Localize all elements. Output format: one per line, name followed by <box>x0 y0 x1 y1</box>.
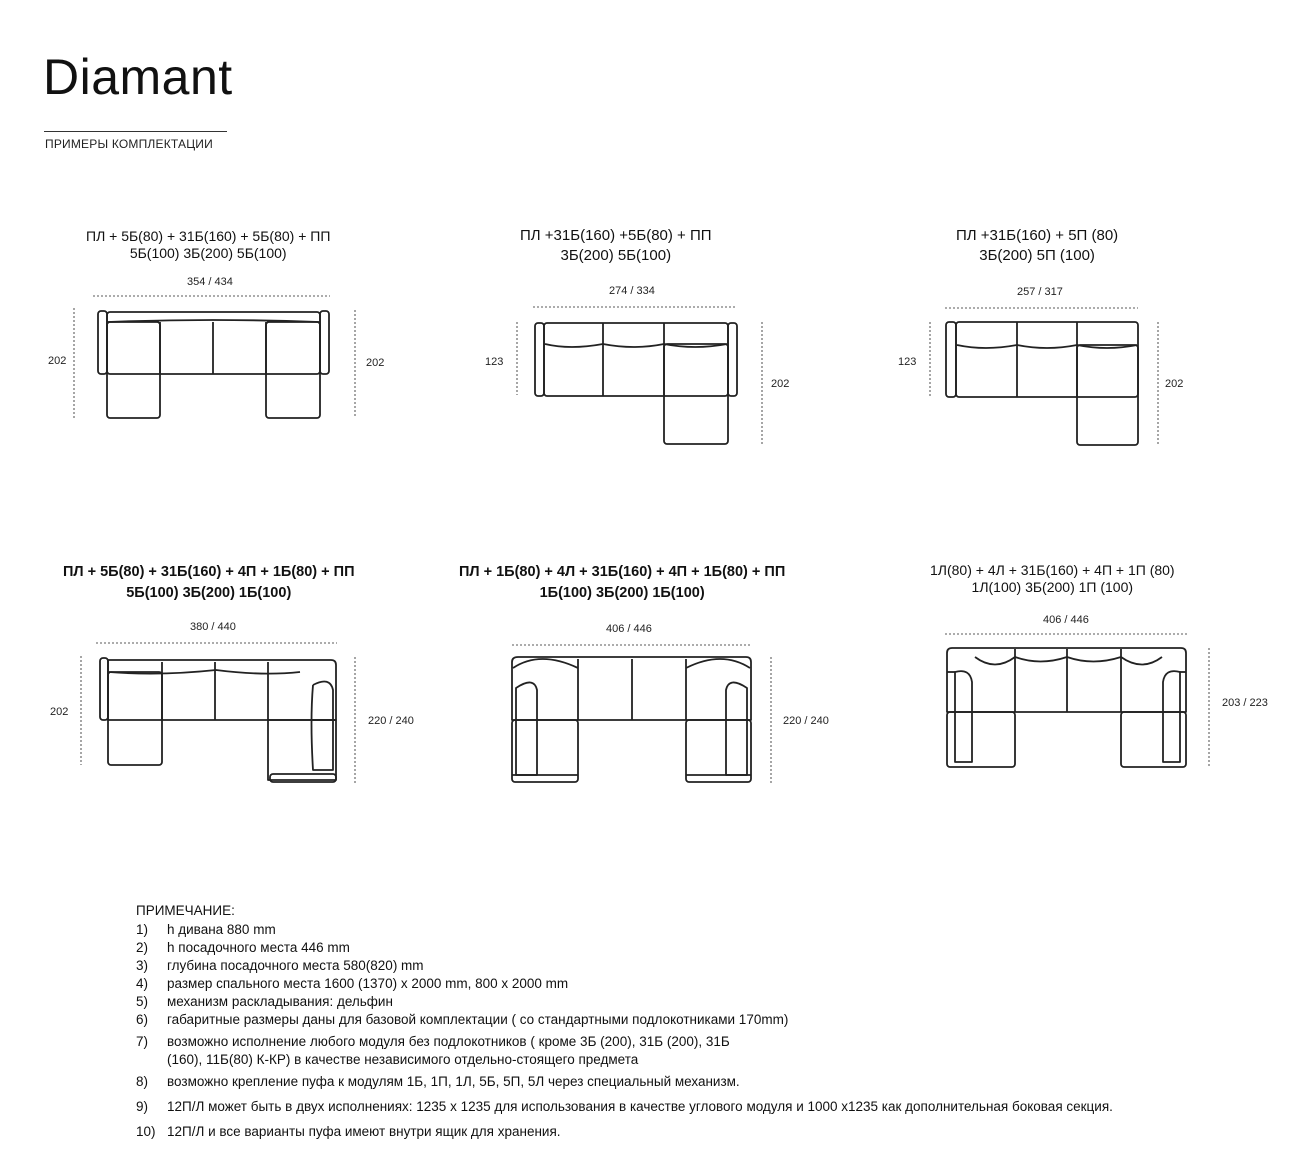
config-4-diagram <box>81 643 355 783</box>
note-item <box>136 1033 1113 1051</box>
note-number: 8) <box>136 1074 149 1089</box>
notes-heading: ПРИМЕЧАНИЕ: <box>136 903 235 918</box>
note-number: 9) <box>136 1099 149 1114</box>
section-subtitle: ПРИМЕРЫ КОМПЛЕКТАЦИИ <box>45 137 213 151</box>
note-item <box>136 1123 1113 1141</box>
note-number: 5) <box>136 994 149 1009</box>
note-item <box>136 975 1113 993</box>
page-title: Diamant <box>43 49 233 105</box>
config-1-depth-right: 202 <box>366 357 385 369</box>
config-2-diagram <box>517 307 762 444</box>
config-4-depth-right: 220 / 240 <box>368 715 414 727</box>
config-5-width-dim: 406 / 446 <box>606 623 652 635</box>
config-4-modules: ПЛ + 5Б(80) + 31Б(160) + 4П + 1Б(80) + ПП <box>63 564 355 580</box>
config-3-depth-left: 123 <box>898 356 917 368</box>
note-item <box>136 1051 1113 1069</box>
note-text: возможно крепление пуфа к модулям 1Б, 1П, 1Л, 5Б, 5П, 5Л через специальный механизм. <box>167 1074 740 1089</box>
config-4-depth-left: 202 <box>50 706 69 718</box>
note-number: 3) <box>136 958 149 973</box>
config-2-depth-left: 123 <box>485 356 504 368</box>
config-3-depth-right: 202 <box>1165 378 1184 390</box>
note-item <box>136 957 1113 975</box>
note-text: h посадочного места 446 mm <box>167 940 350 955</box>
note-item <box>136 1011 1113 1029</box>
config-3-modules: ПЛ +31Б(160) + 5П (80) <box>956 227 1119 244</box>
note-number: 10) <box>136 1124 156 1139</box>
notes-block <box>136 902 1113 1141</box>
config-5-depth-right: 220 / 240 <box>783 715 829 727</box>
config-2-modules: ПЛ +31Б(160) +5Б(80) + ПП <box>520 227 712 244</box>
note-number: 4) <box>136 976 149 991</box>
note-text: возможно исполнение любого модуля без подлокотников ( кроме 3Б (200), 31Б (200), 31Б <box>167 1034 730 1049</box>
note-number: 7) <box>136 1034 149 1049</box>
config-2-sizes: 3Б(200) 5Б(100) <box>560 247 672 264</box>
config-6-width-dim: 406 / 446 <box>1043 614 1089 626</box>
note-item <box>136 993 1113 1011</box>
config-6-sizes: 1Л(100) 3Б(200) 1П (100) <box>971 579 1134 595</box>
config-1-sizes: 5Б(100) 3Б(200) 5Б(100) <box>129 245 287 261</box>
config-6-modules: 1Л(80) + 4Л + 31Б(160) + 4П + 1П (80) <box>930 562 1175 578</box>
config-5-modules: ПЛ + 1Б(80) + 4Л + 31Б(160) + 4П + 1Б(80) + ПП <box>459 564 786 580</box>
config-2-depth-right: 202 <box>771 378 790 390</box>
config-6-diagram <box>945 634 1209 768</box>
note-text: механизм раскладывания: дельфин <box>167 994 393 1009</box>
config-5-sizes: 1Б(100) 3Б(200) 1Б(100) <box>539 585 705 601</box>
note-number: 2) <box>136 940 149 955</box>
note-text: (160), 11Б(80) К-КР) в качестве независимого отдельно-стоящего предмета <box>167 1052 639 1067</box>
note-item <box>136 939 1113 957</box>
note-item <box>136 1073 1113 1091</box>
note-text: глубина посадочного места 580(820) mm <box>167 958 424 973</box>
note-number: 6) <box>136 1012 149 1027</box>
config-4-sizes: 5Б(100) 3Б(200) 1Б(100) <box>126 585 292 601</box>
config-1-depth-left: 202 <box>48 355 67 367</box>
config-1-modules: ПЛ + 5Б(80) + 31Б(160) + 5Б(80) + ПП <box>86 228 331 244</box>
config-2-width-dim: 274 / 334 <box>609 285 655 297</box>
config-4-width-dim: 380 / 440 <box>190 621 236 633</box>
note-text: размер спального места 1600 (1370) x 2000 mm, 800 x 2000 mm <box>167 976 569 991</box>
note-text: 12П/Л и все варианты пуфа имеют внутри ящик для хранения. <box>167 1124 561 1139</box>
config-1-diagram <box>74 296 355 418</box>
config-3-width-dim: 257 / 317 <box>1017 286 1063 298</box>
note-item <box>136 921 1113 939</box>
config-3-diagram <box>930 308 1158 446</box>
config-6-depth-right: 203 / 223 <box>1222 697 1268 709</box>
note-number <box>136 1051 167 1069</box>
note-number: 1) <box>136 922 149 937</box>
config-5-diagram <box>512 645 771 783</box>
note-text: габаритные размеры даны для базовой комплектации ( со стандартными подлокотниками 170mm) <box>167 1012 789 1027</box>
note-text: 12П/Л может быть в двух исполнениях: 1235 x 1235 для использования в качестве углового модуля и 1000 x1235 как дополнительная боковая секция. <box>167 1099 1113 1114</box>
note-text: h дивана 880 mm <box>167 922 276 937</box>
note-item <box>136 1098 1113 1116</box>
config-3-sizes: 3Б(200) 5П (100) <box>979 247 1095 264</box>
config-1-width-dim: 354 / 434 <box>187 276 233 288</box>
